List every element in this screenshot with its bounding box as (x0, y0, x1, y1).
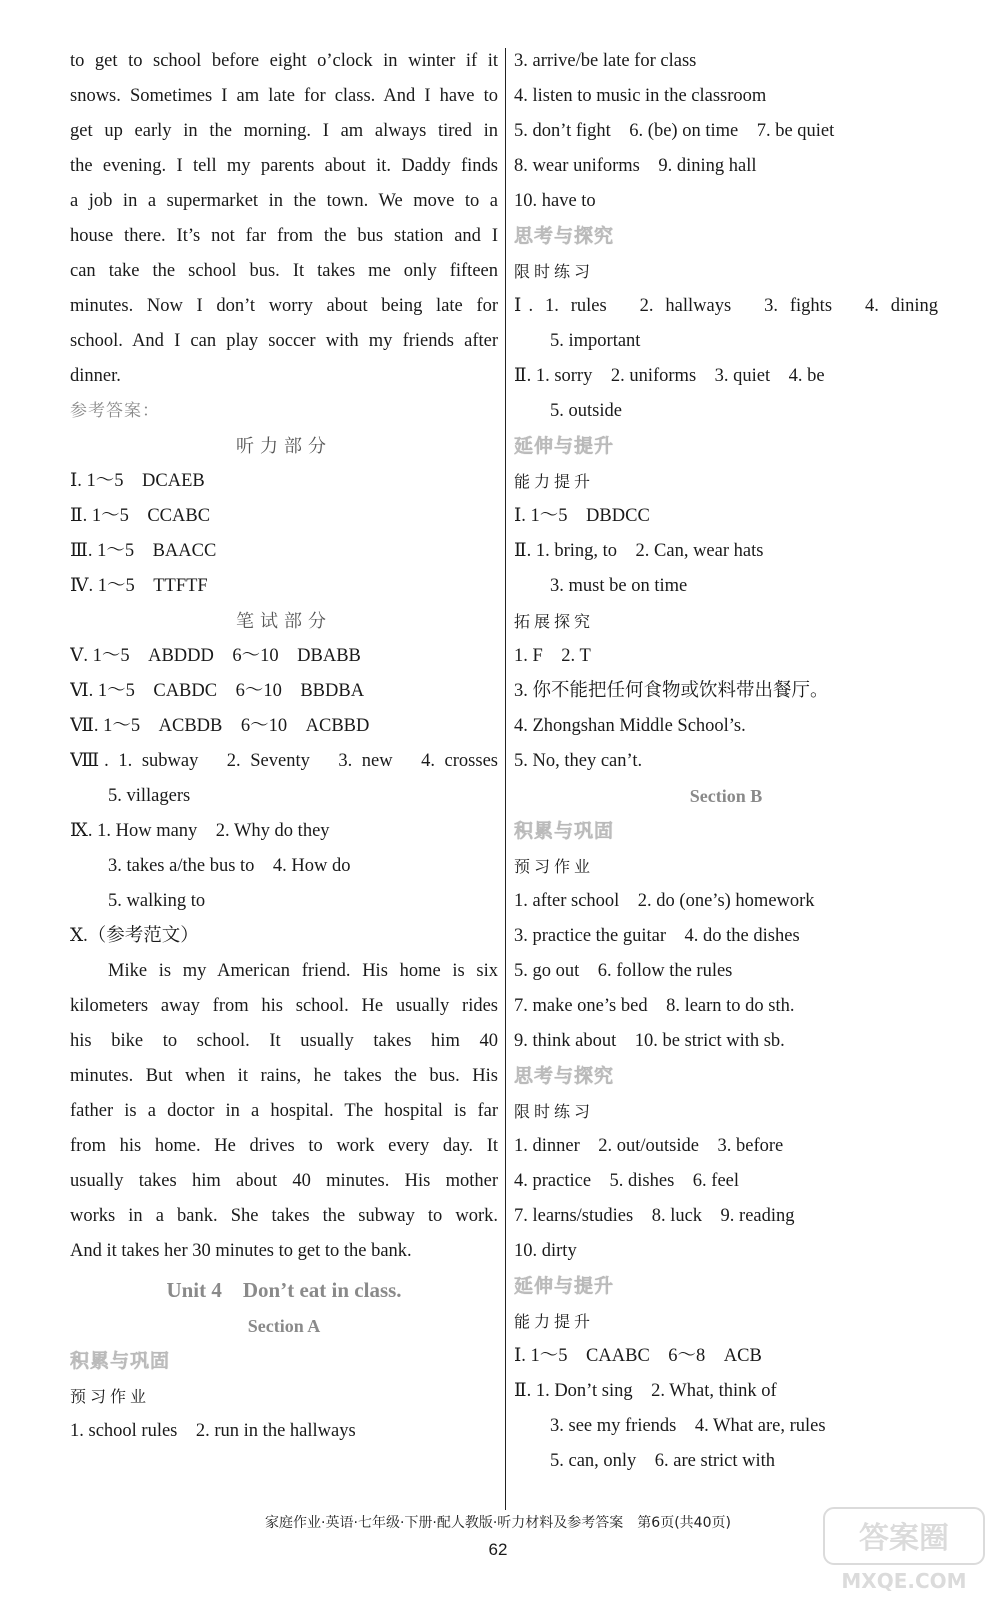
left-line: 1. school rules 2. run in the hallways (70, 1421, 356, 1441)
right-line: 限时练习 (514, 262, 595, 281)
left-line: works in a bank. She takes the subway to work. (70, 1206, 498, 1226)
left-line: Ⅳ. 1～5 TTFTF (70, 576, 208, 596)
right-line: 3. must be on time (550, 576, 688, 596)
right-line: 预习作业 (514, 857, 595, 876)
left-line: school. And I can play soccer with my friends after (70, 331, 498, 351)
left-line: 预习作业 (70, 1387, 151, 1406)
left-line: snows. Sometimes I am late for class. And I have to (70, 86, 498, 106)
right-column (514, 44, 938, 1479)
right-line: 10. have to (514, 191, 596, 211)
right-line: 能力提升 (514, 1312, 595, 1331)
left-line: can take the school bus. It takes me only fifteen (70, 261, 498, 281)
left-line: Ⅶ. 1～5 ACBDB 6～10 ACBBD (70, 716, 370, 736)
right-line: Ⅰ. 1. rules 2. hallways 3. fights 4. dining (514, 296, 938, 316)
left-line: Ⅸ. 1. How many 2. Why do they (70, 821, 330, 841)
right-line: 积累与巩固 (514, 820, 615, 842)
left-line: 积累与巩固 (70, 1350, 171, 1372)
right-line: 1. dinner 2. out/outside 3. before (514, 1136, 784, 1156)
right-line: 拓展探究 (514, 612, 595, 631)
right-line: 5. No, they can’t. (514, 751, 643, 771)
right-line: 3. arrive/be late for class (514, 51, 697, 71)
left-line: kilometers away from his school. He usually rides (70, 996, 498, 1016)
left-line: from his home. He drives to work every day. It (70, 1136, 498, 1156)
left-line: Mike is my American friend. His home is six (108, 961, 498, 981)
left-line: 5. walking to (108, 891, 206, 911)
right-line: Ⅱ. 1. Don’t sing 2. What, think of (514, 1381, 777, 1401)
column-divider (505, 48, 506, 1510)
left-column (70, 44, 498, 1449)
right-line: 4. Zhongshan Middle School’s. (514, 716, 746, 736)
right-line: 3. 你不能把任何食物或饮料带出餐厅。 (514, 681, 829, 701)
right-line: 思考与探究 (514, 225, 615, 247)
watermark-logo (820, 1500, 990, 1596)
right-line: 4. practice 5. dishes 6. feel (514, 1171, 740, 1191)
left-line: 3. takes a/the bus to 4. How do (108, 856, 351, 876)
right-line: 思考与探究 (514, 1065, 615, 1087)
left-line: Ⅷ. 1. subway 2. Seventy 3. new 4. crosses (70, 751, 498, 771)
right-line: 3. practice the guitar 4. do the dishes (514, 926, 800, 946)
left-line: 笔试部分 (236, 611, 332, 632)
right-line: 5. outside (550, 401, 622, 421)
right-line: 8. wear uniforms 9. dining hall (514, 156, 757, 176)
right-line: Ⅱ. 1. bring, to 2. Can, wear hats (514, 541, 764, 561)
page-footer: 家庭作业·英语·七年级·下册·配人教版·听力材料及参考答案 第6页(共40页) (265, 1515, 731, 1531)
right-line: 5. don’t fight 6. (be) on time 7. be quiet (514, 121, 835, 141)
left-line: Ⅴ. 1～5 ABDDD 6～10 DBABB (70, 646, 361, 666)
left-line: minutes. But when it rains, he takes the bus. His (70, 1066, 498, 1086)
right-line: 5. important (550, 331, 641, 351)
left-line: minutes. Now I don’t worry about being late for (70, 296, 498, 316)
left-line: 5. villagers (108, 786, 191, 806)
left-line: father is a doctor in a hospital. The hospital is far (70, 1101, 498, 1121)
right-line: Ⅱ. 1. sorry 2. uniforms 3. quiet 4. be (514, 366, 825, 386)
svg-text:答案圈: 答案圈 (859, 1521, 949, 1556)
right-line: Ⅰ. 1～5 CAABC 6～8 ACB (514, 1346, 762, 1366)
right-line: 1. after school 2. do (one’s) homework (514, 891, 815, 911)
right-line: 限时练习 (514, 1102, 595, 1121)
right-line: 7. make one’s bed 8. learn to do sth. (514, 996, 795, 1016)
left-line: get up early in the morning. I am always tired in (70, 121, 498, 141)
right-line: 7. learns/studies 8. luck 9. reading (514, 1206, 795, 1226)
left-line: to get to school before eight o’clock in winter if it (70, 51, 498, 71)
left-line: dinner. (70, 366, 121, 386)
right-line: 10. dirty (514, 1241, 577, 1261)
right-line: Section B (689, 786, 763, 806)
left-line: Ⅲ. 1～5 BAACC (70, 541, 217, 561)
left-line: usually takes him about 40 minutes. His mother (70, 1171, 498, 1191)
right-line: 延伸与提升 (514, 435, 615, 457)
left-line: house there. It’s not far from the bus station and I (70, 226, 498, 246)
left-line: 听力部分 (236, 436, 332, 457)
left-line: Unit 4 Don’t eat in class. (166, 1278, 402, 1302)
left-line: the evening. I tell my parents about it. Daddy finds (70, 156, 498, 176)
right-line: 1. F 2. T (514, 646, 591, 666)
right-line: 5. can, only 6. are strict with (550, 1451, 776, 1471)
left-line: Ⅹ.（参考范文） (70, 926, 199, 946)
right-line: 能力提升 (514, 472, 595, 491)
left-line: Section A (247, 1316, 321, 1336)
right-line: 9. think about 10. be strict with sb. (514, 1031, 785, 1051)
left-line: And it takes her 30 minutes to get to the bank. (70, 1241, 412, 1261)
page-number: 62 (488, 1540, 508, 1559)
left-line: Ⅱ. 1～5 CCABC (70, 506, 211, 526)
left-line: a job in a supermarket in the town. We move to a (70, 191, 498, 211)
left-line: Ⅰ. 1～5 DCAEB (70, 471, 205, 491)
right-line: 延伸与提升 (514, 1275, 615, 1297)
right-line: 4. listen to music in the classroom (514, 86, 767, 106)
right-line: 5. go out 6. follow the rules (514, 961, 733, 981)
right-line: Ⅰ. 1～5 DBDCC (514, 506, 650, 526)
left-line: Ⅵ. 1～5 CABDC 6～10 BBDBA (70, 681, 365, 701)
left-line: his bike to school. It usually takes him 40 (70, 1031, 498, 1051)
svg-text:MXQE.COM: MXQE.COM (841, 1569, 967, 1593)
right-line: 3. see my friends 4. What are, rules (550, 1416, 826, 1436)
left-line: 参考答案： (70, 401, 160, 421)
